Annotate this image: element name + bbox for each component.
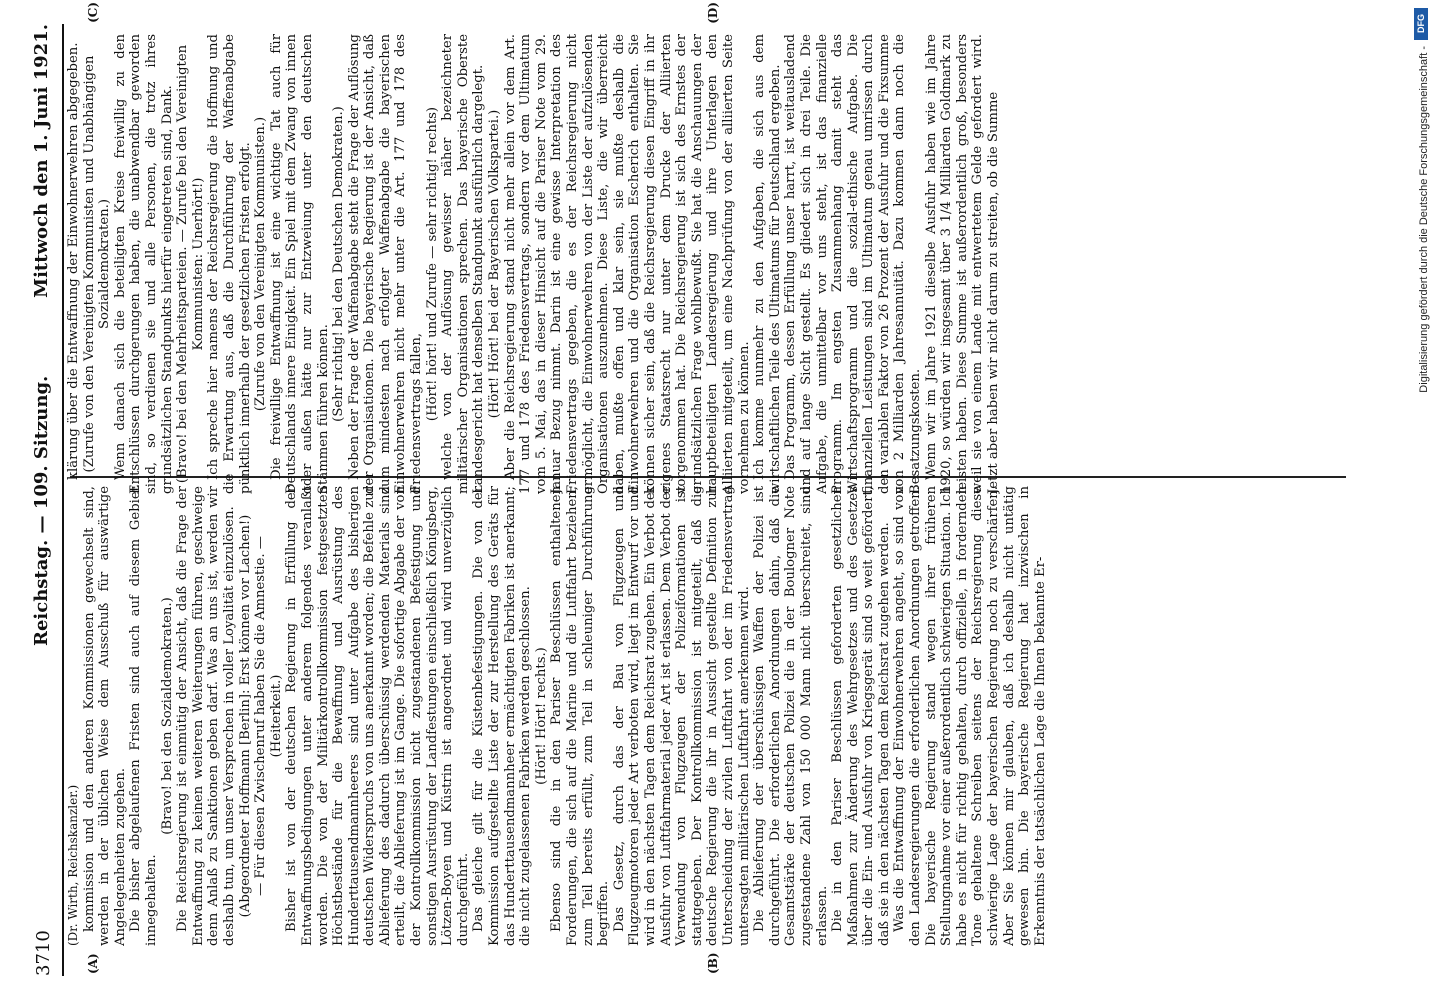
- left-paragraphs: [82, 486, 1049, 946]
- interjection: (Hört! Hört! rechts.): [533, 647, 549, 785]
- paragraph: Das Gesetz, durch das der Bau von Flugzeugen und Flugzeugmotoren jeder Art verboten wird, liegt im Entwurf vor und wird in den nächsten Tagen dem Reichsrat zugehen. Ein Verbot der Ausfuhr von Luftfahrmaterial jeder Art ist erlassen. Dem Verbot der Verwendung von Flugzeugen der Polizeiformationen ist stattgegeben. Der Kontrollkommission ist mitgeteilt, daß die deutsche Regierung die ihr in Aussicht gestellte Definition zur Unterscheidung der zivilen Luftfahrt von der im Friedensvertrag untersagten militärischen Luftfahrt anerkennen wird.: [611, 486, 752, 946]
- interjection: (Hört! Hört! bei der Bayerischen Volkspartei.): [487, 109, 503, 419]
- right-paragraphs: [66, 34, 1002, 494]
- interjection: (Bravo! bei den Sozialdemokraten.): [159, 597, 175, 835]
- paragraph: Die Reichsregierung ist einmütig der Ansicht, daß die Frage der Entwaffnung zu keinen weiteren Weiterungen führen, geschweige denn Anlaß zu Sanktionen geben darf. Was an uns ist, werden wir deshalb tun, um unser Versprechen in voller Loyalität einzulösen.: [175, 486, 237, 946]
- document-page: [10, 0, 1370, 1000]
- interjection: (Sehr richtig! bei den Deutschen Demokraten.): [331, 106, 347, 422]
- paragraph: welche von der Auflösung gewisser näher bezeichneter militärischer Organisationen sprechen. Das bayerische Oberste Landesgericht hat denselben Standpunkt ausführlich dargelegt.: [440, 34, 487, 494]
- margin-mark-c: (C): [86, 2, 100, 23]
- interjection: — Für diesen Zwischenruf haben Sie die Amnestie. —: [253, 536, 269, 896]
- left-column: [66, 486, 1350, 946]
- session-date: Mittwoch den 1. Juni 1921.: [31, 24, 52, 298]
- paragraph: Die freiwillige Entwaffnung ist eine wichtige Tat auch für Deutschlands innere Einigkeit. Ein Spiel mit dem Zwang von innen oder außen hätte nur zur Entzweiung unter den deutschen Stämmen führen können.: [268, 34, 331, 494]
- paragraph: Das gleiche gilt für die Küstenbefestigungen. Die von der Kommission aufgestellte Liste der zur Herstellung des Geräts für das Hunderttausendmannheer ermächtigten Fabriken ist anerkannt; die nicht zugelassenen Fabriken werden geschlossen.: [471, 486, 534, 946]
- rotated-page: [10, 0, 1370, 1000]
- interjection: (Abgeordneter Hoffmann [Berlin]: Erst können vor Lachen!): [237, 514, 253, 918]
- paragraph: Ich komme nunmehr zu den Aufgaben, die sich aus dem wirtschaftlichen Teile des Ultimatums für Deutschland ergeben.: [752, 34, 783, 494]
- dfg-logo: DFG: [1414, 8, 1428, 40]
- paragraph: Was die Entwaffnung der Einwohnerwehren angeht, so sind von den Landesregierungen die erforderlichen Anordnungen getroffen. Die bayerische Regierung stand wegen ihrer früheren Stellungnahme vor einer außerordentlich schwierigen Situation. Ich habe es nicht für richtig gehalten, durch offizielle, in fordernden Tone gehaltene Schreiben seitens der Reichsregierung diese schwierige Lage der bayerischen Regierung noch zu verschärfen. Aber Sie können mir glauben, daß ich deshalb nicht untätig gewesen bin. Die bayerische Regierung hat inzwischen in Erkenntnis der tatsächlichen Lage die Ihnen bekannte Er-: [892, 486, 1048, 946]
- interjection: (Bravo! bei den Mehrheitsparteien. — Zurufe bei den Vereinigten Kommunisten: Unerhört!): [175, 44, 206, 484]
- text-columns: [66, 2, 1350, 976]
- interjection: (Hört! hört! und Zurufe — sehr richtig! rechts): [424, 106, 440, 422]
- paragraph: Wenn danach sich die beteiligten Kreise freiwillig zu den Entschlüssen durchgerungen haben, die unabwendbar geworden sind, so verdienen sie und alle Personen, die trotz ihres grundsätzlichen Standpunkts hierfür eingetreten sind, Dank.: [112, 34, 175, 494]
- interjection: (Zurufe von den Vereinigten Kommunisten und Unabhängigen Sozialdemokraten.): [81, 55, 113, 473]
- paragraph: Bisher ist von der deutschen Regierung in Erfüllung der Entwaffnungsbedingungen unter anderem folgendes veranlaßt worden. Die von der Militärkontrollkommission festgesetzten Höchstbestände für die Bewaffnung und Ausrüstung des Hunderttausendmannheeres sind unter Aufgabe des bisherigen deutschen Widerspruchs von uns anerkannt worden; die Befehle zur Ablieferung des dadurch überschüssig werdenden Materials sind erteilt, die Ablieferung ist im Gange. Die sofortige Abgabe der von der Kontrollkommission nicht zugestandenen Befestigung und sonstigen Ausrüstung der Landfestungen einschließlich Königsberg, Lötzen-Boyen und Küstrin ist angeordnet und wird unverzüglich durchgeführt.: [284, 486, 471, 946]
- paragraph: Ebenso sind die in den Pariser Beschlüssen enthaltenen Forderungen, die sich auf die Marine und die Luftfahrt beziehen, zum Teil bereits erfüllt, zum Teil in schleuniger Durchführung begriffen.: [549, 486, 612, 946]
- paragraph: Die Ablieferung der überschüssigen Waffen der Polizei ist durchgeführt. Die erforderlichen Anordnungen dahin, daß die Gesamtstärke der deutschen Polizei die in der Boulogner Note zugestandene Zahl von 150 000 Mann nicht überschreitet, sind erlassen.: [752, 486, 830, 946]
- paragraph: Das Programm, dessen Erfüllung unser harrt, ist weitausladend und auf lange Sicht gestellt. Es gliedert sich in drei Teile. Die Aufgabe, die unmittelbar vor uns steht, ist das finanzielle Programm. Im engsten Zusammenhang damit steht das Wirtschaftsprogramm und die sozial-ethische Aufgabe. Die finanziellen Leistungen sind im Ultimatum genau umrissen durch den variablen Faktor von 26 Prozent der Ausfuhr und die Fixsumme von 2 Milliarden Jahresannuität. Dazu kommen dann noch die Besatzungskosten.: [783, 34, 924, 494]
- paragraph: Die in den Pariser Beschlüssen geforderten gesetzlichen Maßnahmen zur Änderung des Wehrgesetzes und des Gesetzes über die Ein- und Ausfuhr von Kriegsgerät sind so weit gefördert, daß sie in den nächsten Tagen dem Reichsrat zugehen werden.: [830, 486, 892, 946]
- dfg-watermark-text: Digitalisierung gefördert durch die Deutsche Forschungsgemeinschaft -: [1418, 46, 1430, 393]
- paragraph: Neben der Frage der Waffenabgabe steht die Frage der Auflösung der Organisationen. Die bayerische Regierung ist der Ansicht, daß zum mindesten nach erfolgter Waffenabgabe die bayerischen Einwohnerwehren nicht mehr unter die Art. 177 und 178 des Friedensvertrags fallen,: [346, 34, 425, 494]
- page-number: 3710: [33, 930, 54, 976]
- paragraph: Ich spreche hier namens der Reichsregierung die Hoffnung und die Erwartung aus, daß die Durchführung der Waffenabgabe pünktlich innerhalb der gesetzlichen Fristen erfolgt.: [206, 34, 253, 494]
- speaker-label: (Dr. Wirth, Reichskanzler.): [66, 784, 80, 946]
- paragraph: kommission und den anderen Kommissionen gewechselt sind, werden in der üblichen Weise dem Ausschuß für auswärtige Angelegenheiten zugehen.: [81, 486, 128, 946]
- paragraph: klärung über die Entwaffnung der Einwohnerwehren abgegeben.: [66, 42, 81, 480]
- page-header: [32, 24, 64, 976]
- margin-mark-a: (A): [86, 953, 100, 974]
- interjection: (Zurufe von den Vereinigten Kommunisten.): [253, 116, 269, 412]
- interjection: (Heiterkeit.): [268, 674, 284, 758]
- paragraph: Die bisher abgelaufenen Fristen sind auch auf diesem Gebiet innegehalten.: [128, 486, 159, 946]
- session-title: Reichstag. — 109. Sitzung.: [31, 375, 52, 646]
- right-column: [66, 34, 1350, 494]
- paragraph: Wenn wir im Jahre 1921 dieselbe Ausfuhr haben wie im Jahre 1920, so würden wir insgesamt über 3 1/4 Milliarden Goldmark zu leisten haben. Diese Summe ist außerordentlich groß, besonders weil sie von einem Lande mit entwertetem Gelde gefordert wird. Jetzt aber haben wir nicht darum zu streiten, ob die Summe: [923, 34, 1002, 494]
- dfg-watermark-strip: [1404, 0, 1434, 1000]
- margin-mark-d: (D): [706, 2, 720, 24]
- margin-mark-b: (B): [706, 952, 720, 974]
- paragraph: Aber die Reichsregierung stand nicht mehr allein vor dem Art. 177 und 178 des Friedensvertrags, sondern vor dem Ultimatum vom 5. Mai, das in dieser Hinsicht auf die Pariser Note vom 29. Januar Bezug nimmt. Darin ist eine gewisse Interpretation des Friedensvertrags gegeben, die es der Reichsregierung nicht ermöglicht, die Einwohnerwehren von der Liste der aufzulösenden Organisationen auszunehmen. Diese Liste, die wir überreicht haben, mußte offen und klar sein, sie mußte deshalb die Einwohnerwehren und die Organisation Escherich enthalten. Sie können sicher sein, daß die Reichsregierung diesen Eingriff in ihr eigenes Staatsrecht nur unter dem Drucke der Alliierten vorgenommen hat. Die Reichsregierung ist sich des Ernstes der grundsätzlichen Frage wohlbewußt. Sie hat die Anschauungen der hauptbeteiligten Landesregierung und ihre Unterlagen den Alliierten mitgeteilt, um eine Nachprüfung von der alliierten Seite vornehmen zu können.: [502, 34, 752, 494]
